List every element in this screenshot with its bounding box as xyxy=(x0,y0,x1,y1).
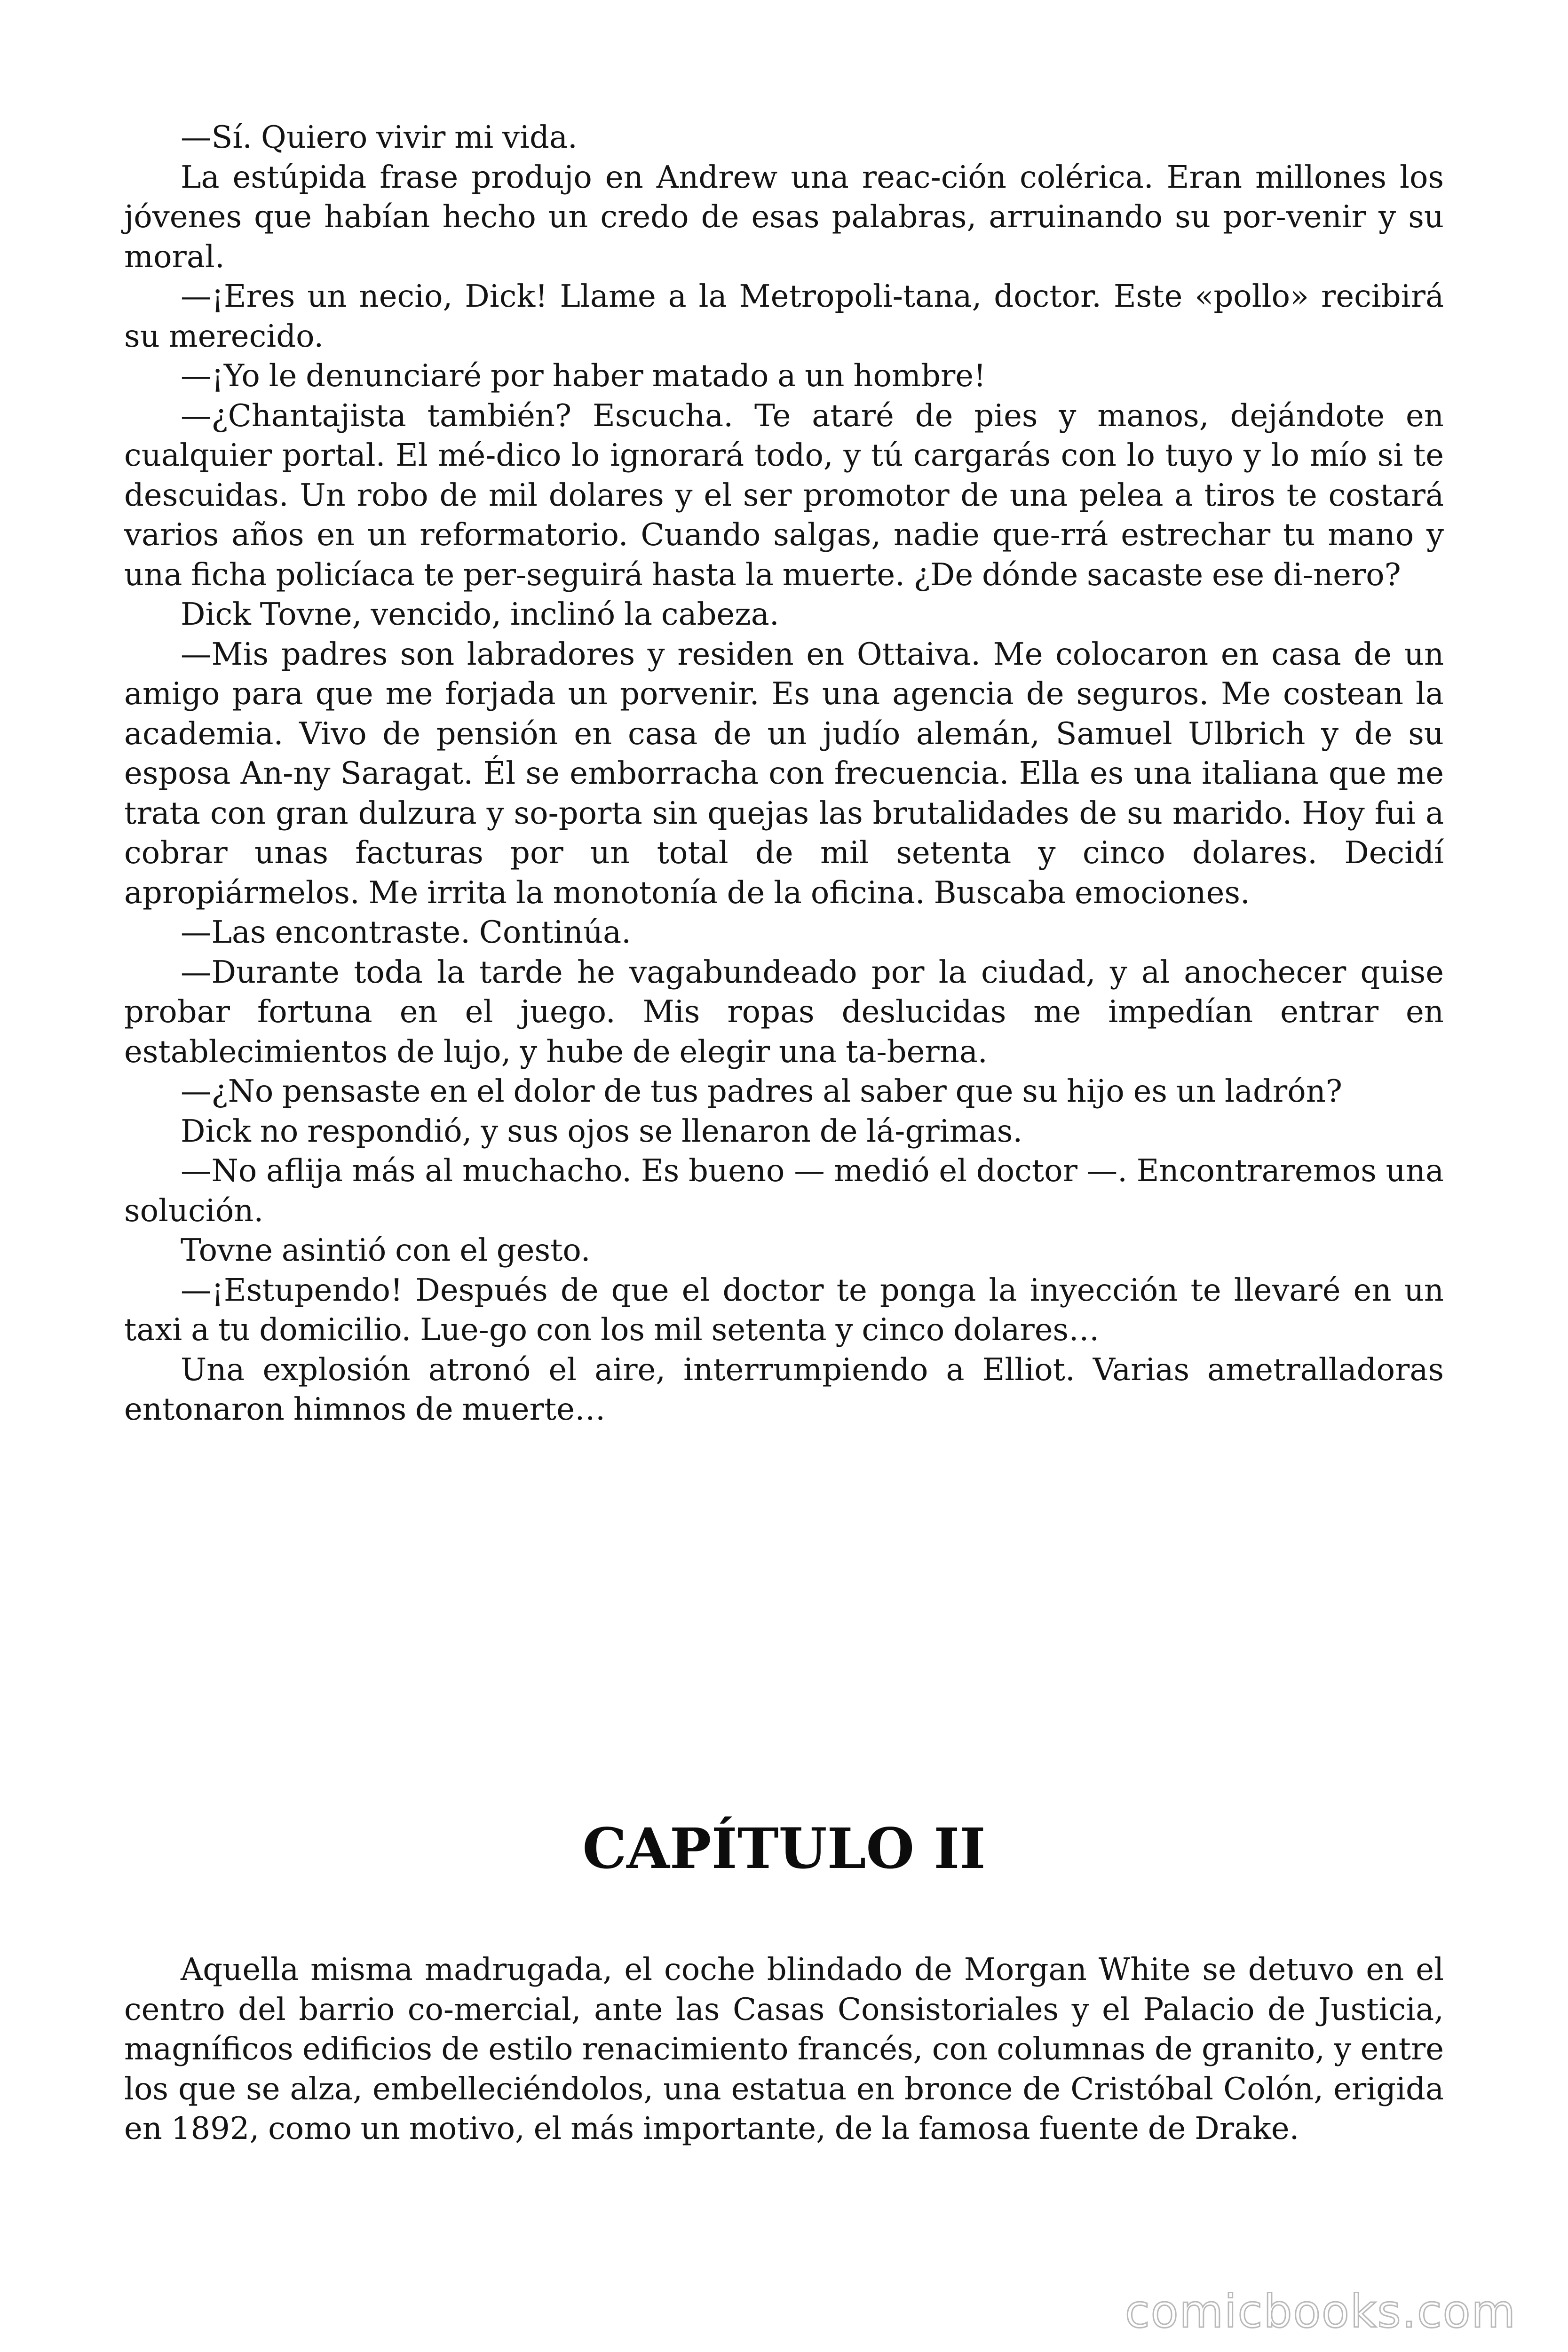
paragraph-8: —Las encontraste. Continúa. xyxy=(181,914,631,950)
paragraph-3: —¡Eres un necio, Dick! Llame a la Metropoli-tana, doctor. Este «pollo» recibirá su merecido. xyxy=(124,278,1444,354)
text-block-upper xyxy=(124,118,1444,1430)
chapter-title: CAPÍTULO II xyxy=(582,1816,986,1881)
paragraph-6: Dick Tovne, vencido, inclinó la cabeza. xyxy=(181,596,779,632)
paragraph-4: —¡Yo le denunciaré por haber matado a un hombre! xyxy=(181,358,986,394)
paragraph-13: Tovne asintió con el gesto. xyxy=(181,1232,591,1268)
paragraph-14: —¡Estupendo! Después de que el doctor te ponga la inyección te llevaré en un taxi a tu domicilio. Lue-go con los mil setenta y cinco dolares… xyxy=(124,1272,1444,1348)
text-block-chapter xyxy=(124,1950,1444,2149)
paragraph-7: —Mis padres son labradores y residen en Ottaiva. Me colocaron en casa de un amigo para que me forjada un porvenir. Es una agencia de seguros. Me costean la academia. Vivo de pensión en casa de un judío alemán, Samuel Ulbrich y de su esposa An-ny Saragat. Él se emborracha con frecuencia. Ella es una italiana que me trata con gran dulzura y so-porta sin quejas las brutalidades de su marido. Hoy fui a cobrar unas facturas por un total de mil setenta y cinco dolares. Decidí apropiármelos. Me irrita la monotonía de la oficina. Buscaba emociones. xyxy=(124,636,1444,911)
chapter-paragraph: Aquella misma madrugada, el coche blindado de Morgan White se detuvo en el centro del barrio co-mercial, ante las Casas Consistoriales y el Palacio de Justicia, magníficos edificios de estilo renacimiento francés, con columnas de granito, y entre los que se alza, embelleciéndolos, una estatua en bronce de Cristóbal Colón, erigida en 1892, como un motivo, el más importante, de la famosa fuente de Drake. xyxy=(124,1952,1444,2146)
paragraph-1: —Sí. Quiero vivir mi vida. xyxy=(181,119,578,155)
paragraph-12: —No aflija más al muchacho. Es bueno — medió el doctor —. Encontraremos una solución. xyxy=(124,1153,1444,1229)
paragraph-11: Dick no respondió, y sus ojos se llenaron de lá-grimas. xyxy=(181,1113,1023,1149)
paragraph-2: La estúpida frase produjo en Andrew una reac-ción colérica. Eran millones los jóvenes que habían hecho un credo de esas palabras, arruinando su por-venir y su moral. xyxy=(124,159,1444,275)
paragraph-10: —¿No pensaste en el dolor de tus padres al saber que su hijo es un ladrón? xyxy=(181,1073,1342,1109)
watermark-logo: comicbooks.com xyxy=(1125,2285,1516,2338)
paragraph-5: —¿Chantajista también? Escucha. Te ataré de pies y manos, dejándote en cualquier portal. El mé-dico lo ignorará todo, y tú cargarás con lo tuyo y lo mío si te descuidas. Un robo de mil dolares y el ser promotor de una pelea a tiros te costará varios años en un reformatorio. Cuando salgas, nadie que-rrá estrechar tu mano y una ficha policíaca te per-seguirá hasta la muerte. ¿De dónde sacaste ese di-nero? xyxy=(124,397,1444,593)
paragraph-15: Una explosión atronó el aire, interrumpiendo a Elliot. Varias ametralladoras entonaron himnos de muerte… xyxy=(124,1351,1444,1427)
paragraph-9: —Durante toda la tarde he vagabundeado por la ciudad, y al anochecer quise probar fortuna en el juego. Mis ropas deslucidas me impedían entrar en establecimientos de lujo, y hube de elegir una ta-berna. xyxy=(124,954,1444,1070)
